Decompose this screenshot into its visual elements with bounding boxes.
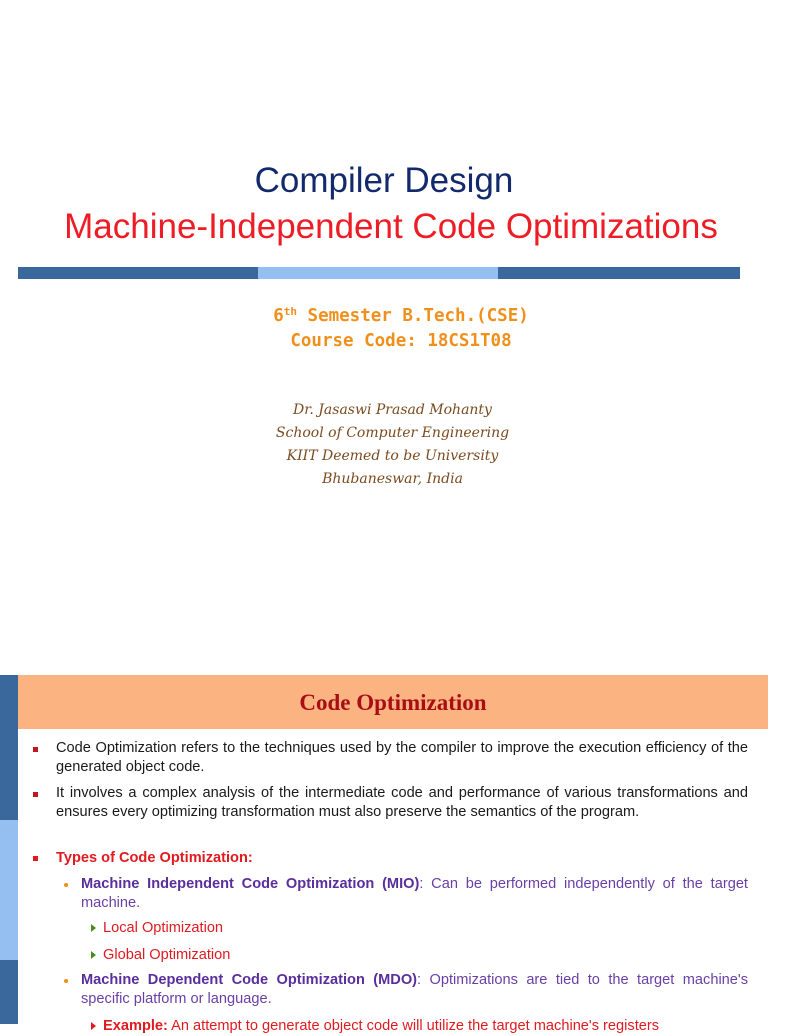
author-name: Dr. Jasaswi Prasad Mohanty	[293, 402, 492, 418]
side-accent-dark-top	[0, 675, 18, 820]
course-code: Course Code: 18CS1T08	[290, 331, 512, 351]
divider-band-middle	[258, 267, 498, 279]
mio-item	[81, 875, 748, 913]
mdo-description: : Optimizations are tied to the target machine's specific platform or language.	[81, 972, 748, 1007]
bullet-definition: Code Optimization refers to the techniques used by the compiler to improve the execution efficiency of the generated object code.	[56, 740, 748, 775]
bullet-types-heading: Types of Code Optimization:	[56, 850, 253, 866]
author-school: School of Computer Engineering	[275, 425, 510, 441]
dot-bullet-icon	[64, 883, 68, 887]
bullet-analysis: It involves a complex analysis of the intermediate code and performance of various transformations and ensures every optimizing transformation must also preserve the semantics of the program.	[56, 785, 748, 820]
square-bullet-icon	[33, 792, 38, 797]
slide-heading: Code Optimization	[299, 690, 487, 715]
mio-description: : Can be performed independently of the target machine.	[81, 876, 748, 911]
author-location: Bhubaneswar, India	[322, 471, 463, 487]
side-accent-bar	[0, 675, 18, 1024]
example-term: Example:	[103, 1018, 168, 1034]
square-bullet-icon	[33, 856, 38, 861]
example-description: An attempt to generate object code will utilize the target machine's registers	[167, 1018, 660, 1034]
semester-ordinal: th	[283, 305, 297, 318]
dot-bullet-icon	[64, 979, 68, 983]
mdo-term: Machine Dependent Code Optimization (MDO)	[81, 972, 418, 988]
author-university: KIIT Deemed to be University	[286, 448, 499, 464]
example-item	[103, 1017, 748, 1036]
local-optimization-item: Local Optimization	[103, 920, 224, 936]
code-optimization-slide	[0, 675, 768, 1034]
square-bullet-icon	[33, 747, 38, 752]
triangle-bullet-icon	[91, 951, 96, 959]
side-accent-light	[0, 820, 18, 960]
slide-subtitle: Machine-Independent Code Optimizations	[64, 207, 718, 246]
triangle-bullet-icon	[91, 1022, 96, 1030]
mdo-item	[81, 971, 748, 1009]
divider-band-left	[18, 267, 258, 279]
semester-text: Semester B.Tech.(CSE)	[297, 306, 529, 326]
semester-line	[0, 303, 802, 329]
divider-band-right	[498, 267, 740, 279]
side-accent-dark-bottom	[0, 960, 18, 1024]
mio-term: Machine Independent Code Optimization (MIO)	[81, 876, 420, 892]
semester-number: 6	[273, 306, 284, 326]
slide-title: Compiler Design	[254, 161, 514, 200]
global-optimization-item: Global Optimization	[103, 947, 231, 963]
slide-header	[18, 675, 768, 729]
triangle-bullet-icon	[91, 924, 96, 932]
